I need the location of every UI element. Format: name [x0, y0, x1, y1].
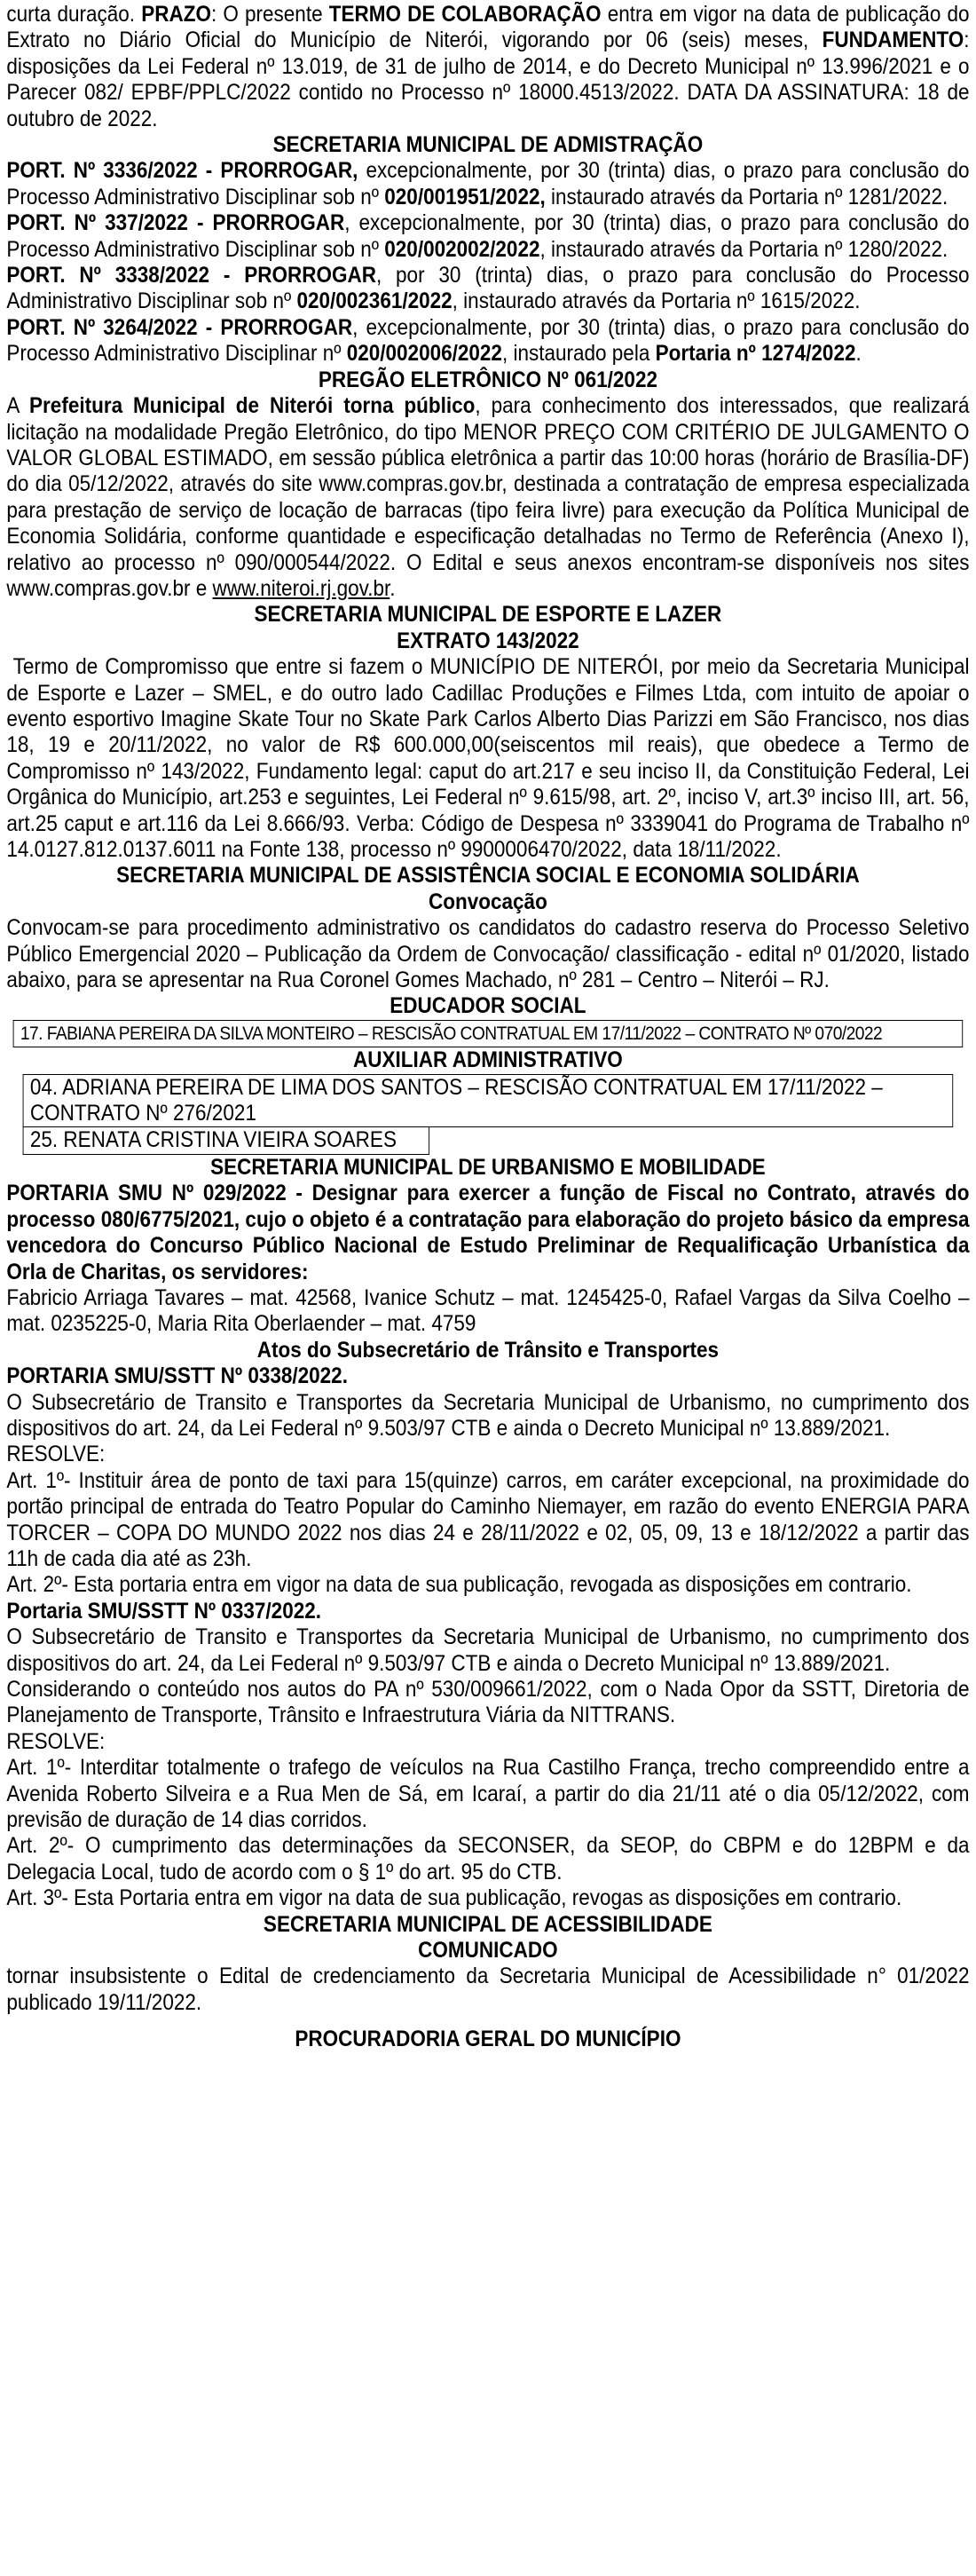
portaria-item	[6, 158, 969, 210]
esporte-subheading: EXTRATO 143/2022	[397, 628, 579, 653]
esporte-heading: SECRETARIA MUNICIPAL DE ESPORTE E LAZER	[254, 603, 722, 628]
auxiliar-table	[23, 1074, 954, 1155]
portaria-0337-considerando: Considerando o conteúdo nos autos do PA nº 530/009661/2022, com o Nada Opor da SSTT, Diretoria de Planejamento de Transporte, Trânsito e Infraestrutura Viária da NITTRANS.	[6, 1678, 970, 1728]
text-span: , por 30 (trinta) dias, o prazo para conclusão do Processo Administrativo Disciplinar sob nº	[6, 264, 970, 314]
servidores-list: Fabricio Arriaga Tavares – mat. 42568, Ivanice Schutz – mat. 1245425-0, Rafael Vargas da Silva Coelho – mat. 0235225-0, Maria Rita Oberlaender – mat. 4759	[6, 1285, 970, 1337]
acessibilidade-heading: SECRETARIA MUNICIPAL DE ACESSIBILIDADE	[263, 1912, 712, 1937]
text-span: .	[855, 342, 862, 367]
text-span: , instaurado pela	[501, 342, 656, 367]
portaria-0337-art3: Art. 3º- Esta Portaria entra em vigor na data de sua publicação, revogas as disposições em contrario.	[6, 1886, 902, 1911]
text-span: : O presente	[210, 3, 329, 27]
portaria-lead: PORT. Nº 337/2022 - PRORROGAR	[6, 211, 345, 236]
pregao-paragraph	[6, 393, 969, 602]
process-number: 020/002361/2022	[296, 289, 453, 314]
portaria-0337-art1: Art. 1º- Interditar totalmente o trafego de veículos na Rua Castilho França, trecho compreendido entre a Avenida Roberto Silveira e a Rua Men de Sá, em Icaraí, a partir do dia 21/11 até o dia 05/12/2022, com previsão de duração de 14 dias corridos.	[6, 1756, 970, 1833]
portaria-item	[6, 263, 969, 315]
prazo-label: PRAZO	[141, 3, 211, 27]
process-number: 020/001951/2022,	[384, 185, 546, 209]
portaria-lead: PORT. Nº 3264/2022 - PRORROGAR	[6, 315, 353, 340]
text-span: , para conhecimento dos interessados, que realizará licitação na modalidade Pregão Eletrônico, do tipo MENOR PREÇO COM CRITÉRIO DE JULGAMENTO O VALOR GLOBAL ESTIMADO, em sessão pública eletrônica a partir das 10:00 horas (horário de Brasília-DF) do dia 05/12/2022, através do site www.compras.gov.br, destinada a contratação de empresa especializada para prestação de serviço de locação de barracas (tipo feira livre) para execução da Política Municipal de Economia Solidária, conforme quantidade e especificação detalhadas no Termo de Referência (Anexo I), relativo ao processo nº 090/000544/2022. O Edital e seus anexos encontram-se disponíveis nos sites www.compras.gov.br e	[6, 394, 970, 601]
educador-row: 17. FABIANA PEREIRA DA SILVA MONTEIRO – RESCISÃO CONTRATUAL EM 17/11/2022 – CONTRATO Nº 070/2022	[13, 1020, 964, 1047]
portaria-ref: Portaria nº 1274/2022	[655, 342, 856, 367]
acessibilidade-subheading: COMUNICADO	[418, 1939, 558, 1964]
resolve-label: RESOLVE:	[6, 1729, 106, 1754]
procuradoria-heading: PROCURADORIA GERAL DO MUNICÍPIO	[295, 2027, 681, 2052]
termo-label: TERMO DE COLABORAÇÃO	[328, 3, 602, 27]
text-span: A	[6, 394, 30, 419]
portaria-item	[6, 315, 969, 367]
text-span: .	[390, 576, 396, 601]
process-number: 020/002006/2022	[346, 342, 502, 367]
atos-heading: Atos do Subsecretário de Trânsito e Transportes	[256, 1338, 720, 1363]
resolve-label: RESOLVE:	[6, 1442, 106, 1467]
portaria-0338-art2: Art. 2º- Esta portaria entra em vigor na data de sua publicação, revogada as disposições em contrario.	[6, 1573, 912, 1598]
text-span: entra em vigor na data de publicação do Extrato no Diário Oficial do Município de Niterói, vigorando por 06 (seis) meses,	[6, 3, 970, 53]
text-span: instaurado através da Portaria nº 1281/2022.	[545, 185, 948, 209]
social-subheading: Convocação	[429, 889, 547, 914]
portaria-0337-intro: O Subsecretário de Transito e Transportes da Secretaria Municipal de Urbanismo, no cumprimento dos dispositivos do art. 24, da Lei Federal nº 9.503/97 CTB e ainda o Decreto Municipal nº 13.889/2021.	[6, 1625, 970, 1676]
portaria-lead: PORT. Nº 3338/2022 - PRORROGAR	[6, 264, 376, 288]
portaria-0337-art2: Art. 2º- O cumprimento das determinações da SECONSER, da SEOP, do CBPM e do 12BPM e da Delegacia Local, tudo de acordo com o § 1º do art. 95 do CTB.	[6, 1834, 970, 1885]
process-number: 020/002002/2022	[384, 237, 540, 262]
acessibilidade-paragraph: tornar insubsistente o Edital de credenciamento da Secretaria Municipal de Acessibilidade n° 01/2022 publicado 19/11/2022.	[6, 1964, 970, 2015]
pregao-heading: PREGÃO ELETRÔNICO Nº 061/2022	[318, 367, 657, 392]
portaria-item	[6, 210, 969, 263]
auxiliar-row: 25. RENATA CRISTINA VIEIRA SOARES	[23, 1127, 430, 1154]
text-span: , excepcionalmente, por 30 (trinta) dias, o prazo para conclusão do Processo Administrativo Disciplinar nº	[6, 315, 970, 367]
portaria-0338-intro: O Subsecretário de Transito e Transportes da Secretaria Municipal de Urbanismo, no cumprimento dos dispositivos do art. 24, da Lei Federal nº 9.503/97 CTB e ainda o Decreto Municipal nº 13.889/2021.	[6, 1390, 970, 1441]
auxiliar-row: 04. ADRIANA PEREIRA DE LIMA DOS SANTOS – RESCISÃO CONTRATUAL EM 17/11/2022 – CONTRATO Nº 276/2021	[23, 1074, 954, 1128]
fundamento-label: FUNDAMENTO	[822, 28, 964, 53]
portaria-0338-title: PORTARIA SMU/SSTT Nº 0338/2022.	[6, 1364, 348, 1389]
niteroi-site-link[interactable]: www.niteroi.rj.gov.br	[212, 576, 390, 601]
text-span: : disposições da Lei Federal nº 13.019, de 31 de julho de 2014, e do Decreto Municipal nº 13.996/2021 e o Parecer 082/ EPBF/PPLC/2022 contido no Processo nº 18000.4513/2022. DATA DA ASSINATURA: 18 de outubro de 2022.	[6, 28, 970, 131]
esporte-paragraph: Termo de Compromisso que entre si fazem o MUNICÍPIO DE NITERÓI, por meio da Secretaria Municipal de Esporte e Lazer – SMEL, e do outro lado Cadillac Produções e Filmes Ltda, com intuito de apoiar o evento esportivo Imagine Skate Tour no Skate Park Carlos Alberto Dias Parizzi em São Francisco, nos dias 18, 19 e 20/11/2022, no valor de R$ 600.000,00(seiscentos mil reais), que obedece a Termo de Compromisso nº 143/2022, Fundamento legal: caput do art.217 e seu inciso II, da Constituição Federal, Lei Orgânica do Município, art.253 e seguintes, Lei Federal nº 9.615/98, art. 2º, inciso V, art.3º inciso III, art. 56, art.25 caput e art.116 da Lei 8.666/93. Verba: Código de Despesa nº 3339041 do Programa de Trabalho nº 14.0127.812.0137.6011 na Fonte 138, processo nº 9900006470/2022, data 18/11/2022.	[6, 655, 970, 862]
text-span: , excepcionalmente, por 30 (trinta) dias, o prazo para conclusão do Processo Administrativo Disciplinar sob nº	[6, 211, 970, 262]
text-span: curta duração.	[6, 3, 142, 27]
termo-colaboracao-paragraph	[6, 2, 969, 132]
adm-heading: SECRETARIA MUNICIPAL DE ADMISTRAÇÃO	[272, 133, 704, 158]
social-heading: SECRETARIA MUNICIPAL DE ASSISTÊNCIA SOCIAL E ECONOMIA SOLIDÁRIA	[116, 864, 860, 889]
text-span: , instaurado através da Portaria nº 1280/2022.	[539, 237, 948, 262]
prefeitura-label: Prefeitura Municipal de Niterói torna público	[29, 394, 476, 419]
portaria-lead: PORT. Nº 3336/2022 - PRORROGAR,	[6, 159, 358, 184]
text-span: , instaurado através da Portaria nº 1615/2022.	[452, 289, 861, 314]
urbanismo-heading: SECRETARIA MUNICIPAL DE URBANISMO E MOBILIDADE	[210, 1155, 766, 1180]
portaria-smu-029: PORTARIA SMU Nº 029/2022 - Designar para exercer a função de Fiscal no Contrato, através do processo 080/6775/2021, cujo o objeto é a contratação para elaboração do projeto básico da empresa vencedora do Concurso Público Nacional de Estudo Preliminar de Requalificação Urbanística da Orla de Charitas, os servidores:	[6, 1181, 970, 1284]
portaria-0338-art1: Art. 1º- Instituir área de ponto de taxi para 15(quinze) carros, em caráter excepcional, na proximidade do portão principal de entrada do Teatro Popular do Caminho Niemayer, em razão do evento ENERGIA PARA TORCER – COPA DO MUNDO 2022 nos dias 24 e 28/11/2022 e 02, 05, 09, 13 e 18/12/2022 a partir das 11h de cada dia até as 23h.	[6, 1468, 970, 1571]
social-paragraph: Convocam-se para procedimento administrativo os candidatos do cadastro reserva do Processo Seletivo Público Emergencial 2020 – Publicação da Ordem de Convocação/ classificação - edital nº 01/2020, listado abaixo, para se apresentar na Rua Coronel Gomes Machado, nº 281 – Centro – Niterói – RJ.	[6, 916, 970, 993]
educador-heading: EDUCADOR SOCIAL	[390, 994, 586, 1019]
auxiliar-heading: AUXILIAR ADMINISTRATIVO	[353, 1048, 623, 1073]
portaria-0337-title: Portaria SMU/SSTT Nº 0337/2022.	[6, 1599, 321, 1624]
text-span: excepcionalmente, por 30 (trinta) dias, o prazo para conclusão do Processo Administrativo Disciplinar sob nº	[6, 159, 970, 209]
